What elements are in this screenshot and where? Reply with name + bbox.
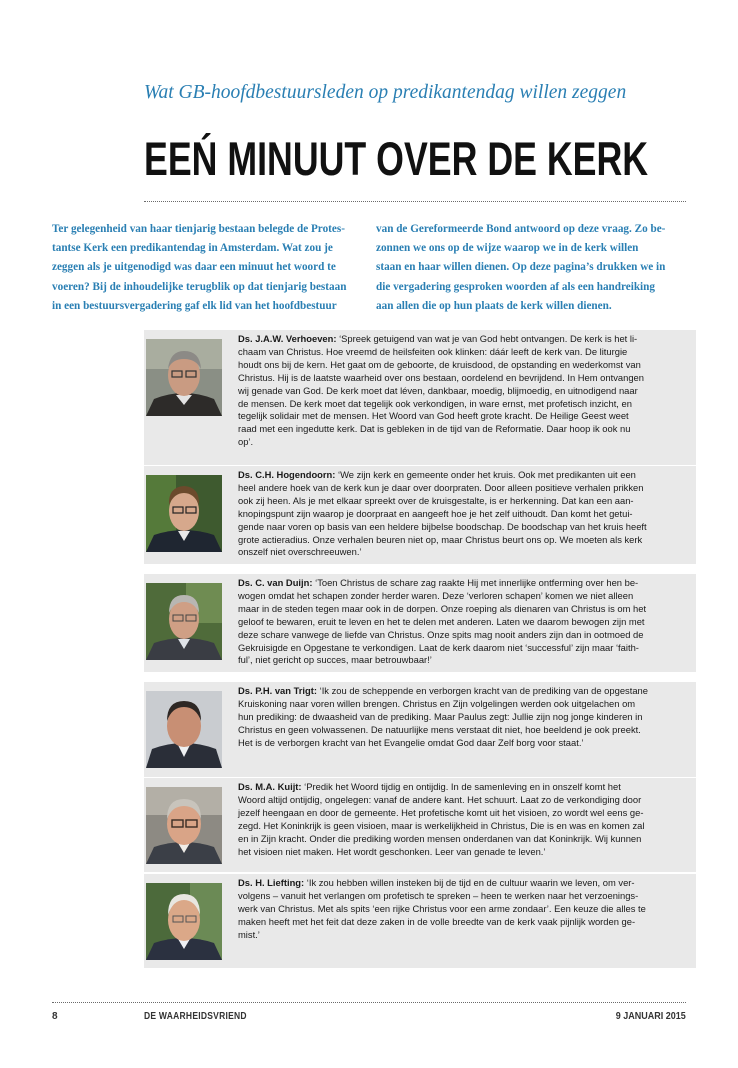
intro-line: zonnen we ons op de wijze waarop we in de kerk willen [376, 242, 639, 255]
quote-text [238, 577, 690, 667]
quote-block-verhoeven [144, 330, 696, 465]
quote-text [238, 469, 690, 559]
quote-line: knopingspunt zijn waarop je doorpraat en aangeeft hoe je het zelf uithoudt. Dan komt het getui- [238, 507, 633, 519]
intro-line: voeren? Bij de inhoudelijke terugblik op dat tienjarig bestaan [52, 280, 347, 293]
intro-left-column [52, 220, 362, 316]
portrait-photo [146, 691, 222, 768]
quote-text [238, 333, 690, 449]
portrait-photo [146, 475, 222, 552]
quote-line: hun prediking: de dwaasheid van de prediking. Maar Paulus zegt: Jullie zijn nog jonge kinderen in [238, 710, 643, 722]
quote-line: heel andere hoek van de kerk kun je daar over doorpraten. Door alleen positieve verhalen prikken [238, 481, 644, 493]
intro-line: zeggen als je uitgenodigd was daar een minuut het woord te [52, 261, 336, 274]
quote-line: ful’, niet gericht op succes, maar betrouwbaar!’ [238, 654, 432, 666]
quote-line: ‘Predik het Woord tijdig en ontijdig. In de samenleving en in onszelf komt het [301, 781, 621, 792]
portrait-photo [146, 339, 222, 416]
publication-name: DE WAARHEIDSVRIEND [144, 1011, 247, 1022]
quote-line: chaam van Christus. Hoe vreemd de heilsfeiten ook klinken: dáár leeft de kerk van. De liturgie [238, 345, 628, 357]
quote-line: Het is de verborgen kracht van het Evangelie omdat God daar Zelf borg voor staat.’ [238, 736, 584, 748]
speaker-name: Ds. P.H. van Trigt: [238, 685, 318, 696]
quote-line: de mensen. De kerk moet dat tegelijk ook verkondigen, in ware ernst, met profetisch inzicht, en [238, 397, 632, 409]
page-title: EEŃ MINUUT OVER DE KERK [144, 132, 649, 185]
quote-line: zegd. Het Koninkrijk is geen visioen, maar is werkelijkheid in Christus, Die is en was en komen zal [238, 819, 645, 831]
quote-line: gende naar voren op basis van een heldere bijbelse boodschap. De boodschap van het kruis heeft [238, 520, 647, 532]
quote-text [238, 877, 690, 942]
intro-line: aan allen die op hun plaats de kerk willen dienen. [376, 299, 612, 312]
quote-block-van-trigt [144, 682, 696, 777]
quote-line: ‘Ik zou de scheppende en verborgen kracht van de prediking van de opgestane [317, 685, 648, 696]
footer-divider [52, 1002, 686, 1003]
speaker-name: Ds. C.H. Hogendoorn: [238, 469, 336, 480]
intro-right-column [376, 220, 686, 316]
quote-block-liefting [144, 874, 696, 968]
quote-line: ‘Spreek getuigend van wat je van God hebt ontvangen. De kerk is het li- [336, 333, 638, 344]
quote-line: ‘We zijn kerk en gemeente onder het kruis. Ook met predikanten uit een [335, 469, 636, 480]
intro-line: in een bestuursvergadering gaf elk lid van het hoofdbestuur [52, 299, 337, 312]
intro-line: die vergadering gesproken woorden af als een handreiking [376, 280, 655, 293]
portrait-photo [146, 583, 222, 660]
quote-line: wogen omdat het schapen zonder herder waren. Deze ‘verloren schapen’ komen we niet alleen [238, 589, 634, 601]
quote-line: werk van Christus. Met als spits ‘een rijke Christus voor een arme zondaar’. Een keuze die alles te [238, 902, 646, 914]
quote-line: Christus. Hij is de laatste waarheid over ons bestaan, oordelend en bevrijdend. In Hem ontvangen [238, 371, 644, 383]
quote-text [238, 781, 690, 858]
page-number: 8 [52, 1011, 58, 1022]
intro-line: staan en haar willen dienen. Op deze pagina’s drukken we in [376, 261, 666, 274]
quote-line: grote actieradius. Onze verhalen beuren niet op, maar Christus beurt ons op. We moeten als kerk [238, 533, 643, 545]
quote-line: maar in de steden tegen maar ook in de dorpen. Onze roeping als dienaren van Christus is om het [238, 602, 647, 614]
quote-block-van-duijn [144, 574, 696, 672]
quote-line: ook zij heen. Als je met elkaar spreekt over de kruisgestalte, is er herkenning. Dat kan een aan- [238, 494, 634, 506]
kicker: Wat GB-hoofdbestuursleden op predikantendag willen zeggen [144, 82, 627, 103]
portrait-photo [146, 883, 222, 960]
speaker-name: Ds. H. Liefting: [238, 877, 305, 888]
quote-block-hogendoorn [144, 466, 696, 564]
intro-line: tantse Kerk een predikantendag in Amsterdam. Wat zou je [52, 242, 333, 255]
quote-line: deze schare vanwege de liefde van Christus. Onze spits mag nooit anders zijn dan in ootmoed de [238, 628, 644, 640]
quote-line: Christus en geen volwassenen. De natuurlijke mens verstaat dit niet, hoe beeldend je ook preekt. [238, 723, 641, 735]
quote-line: houdt ons bij de kern. Het gaat om de geboorte, de kruisdood, de opstanding en wederkomst van [238, 358, 641, 370]
speaker-name: Ds. C. van Duijn: [238, 577, 313, 588]
quote-line: Gekruisigde en Opgestane te verkondigen. Laat de kerk daarom niet ‘successful’ zijn maar ‘faith- [238, 641, 639, 653]
quote-line: raad met een ingedutte kerk. Dat is gebleken in de tijd van de Reformatie. Daar hoop ik ook nu [238, 423, 631, 435]
quote-line: Woord altijd ontijdig, ongelegen: vanaf de andere kant. Het schuurt. Laat zo de verkondiging door [238, 793, 642, 805]
intro-line: van de Gereformeerde Bond antwoord op deze vraag. Zo be- [376, 223, 666, 235]
quote-line: op’. [238, 436, 254, 448]
quote-line: Kruiskoning naar voren willen brengen. Christus en Zijn volgelingen werden ook uitgelachen om [238, 697, 636, 709]
quote-line: geloof te bewaren, eruit te leven en het te delen met anderen. Laten we daarom bewogen zijn met [238, 615, 645, 627]
speaker-name: Ds. M.A. Kuijt: [238, 781, 302, 792]
quote-line: ‘Toen Christus de schare zag raakte Hij met innerlijke ontferming over hen be- [312, 577, 639, 588]
top-divider [144, 201, 686, 202]
quote-line: tegelijk solidair met de mensen. Het Woord van God heeft grote kracht. De Heilige Geest weet [238, 410, 629, 422]
quote-line: wij genade van God. De kerk moet dat léven, dankbaar, moedig, blijmoedig, en uitnodigend naar [238, 384, 638, 396]
quote-line: mist.’ [238, 928, 260, 940]
quote-line: en in Zijn kracht. Onder die prediking worden mensen onderdanen van dat Koninkrijk. Wij kunnen [238, 832, 642, 844]
intro-line: Ter gelegenheid van haar tienjarig bestaan belegde de Protes- [52, 223, 345, 235]
quote-line: ‘Ik zou hebben willen insteken bij de tijd en de cultuur waarin we leven, om ver- [304, 877, 635, 888]
quote-line: onszelf niet overschreeuwen.’ [238, 546, 362, 558]
quote-text [238, 685, 690, 750]
quote-block-kuijt [144, 778, 696, 872]
issue-date: 9 JANUARI 2015 [615, 1011, 686, 1022]
quote-line: jezelf heengaan en door de gemeente. Het profetische komt uit het visioen, zo wordt wel eens ge- [238, 806, 644, 818]
portrait-photo [146, 787, 222, 864]
quote-line: maken heeft met het feit dat deze zaken in de volle breedte van de kerk vaak pijnlijk worden ge- [238, 915, 636, 927]
speaker-name: Ds. J.A.W. Verhoeven: [238, 333, 337, 344]
quote-line: het visioen niet maken. Het wordt geschonken. Leer van genade te leven.’ [238, 845, 546, 857]
quote-line: volgens – vanuit het verlangen om profetisch te spreken – heen te werken naar het verzoenings- [238, 889, 639, 901]
